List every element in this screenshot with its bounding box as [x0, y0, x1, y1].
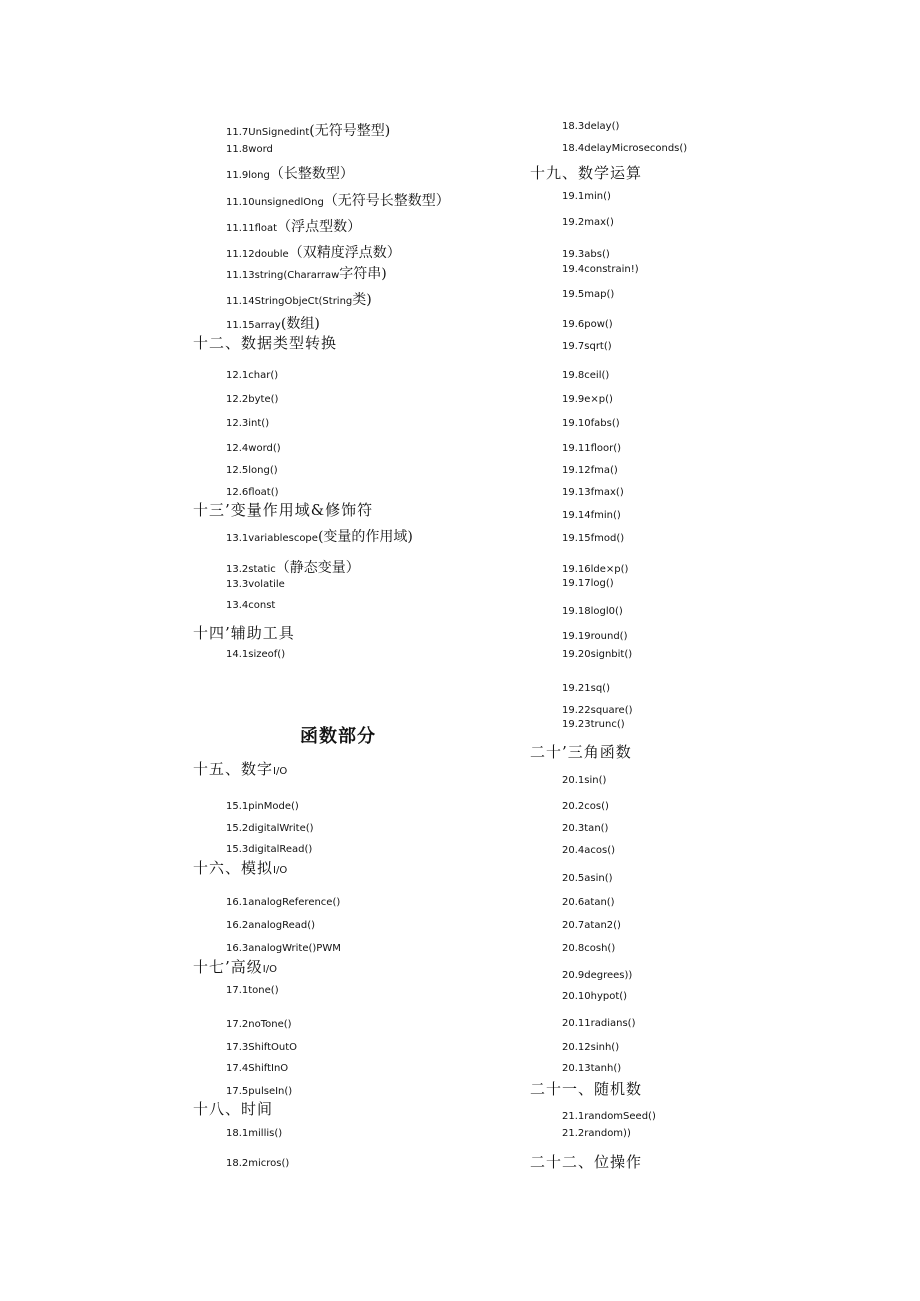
- toc-item-label: 18.1millis(): [226, 1128, 283, 1139]
- toc-item: [226, 845, 312, 855]
- toc-item-label: 19.3abs(): [562, 249, 610, 260]
- toc-item: [226, 580, 285, 590]
- toc-item: [226, 293, 372, 307]
- toc-item: [562, 1112, 656, 1122]
- toc-item-label: 16.3analogWrite()PWM: [226, 943, 341, 954]
- toc-item-label: 11.7UnSignedint: [226, 127, 310, 138]
- toc-item: [562, 218, 614, 228]
- toc-item: [226, 267, 387, 281]
- section-heading-suffix: I/O: [273, 766, 288, 777]
- toc-item: [562, 419, 620, 429]
- toc-item: [562, 371, 609, 381]
- toc-item-label: 20.2cos(): [562, 801, 609, 812]
- toc-item: [562, 466, 618, 476]
- toc-item: [562, 565, 628, 575]
- toc-item-label: 19.1min(): [562, 191, 611, 202]
- toc-item-label: 19.20signbit(): [562, 649, 633, 660]
- toc-item: [226, 466, 278, 476]
- toc-item-label: 15.1pinMode(): [226, 801, 299, 812]
- toc-item-label: 20.9degrees)): [562, 970, 633, 981]
- toc-item: [226, 824, 314, 834]
- toc-item: [226, 419, 269, 429]
- toc-item: [226, 145, 273, 155]
- section-heading: [193, 1102, 273, 1117]
- toc-item: [562, 992, 627, 1002]
- toc-item: [226, 246, 401, 260]
- toc-item: [226, 371, 278, 381]
- toc-item: [562, 971, 632, 981]
- toc-item-description: (无符号整型): [309, 123, 391, 139]
- section-heading-text: 二十一、随机数: [530, 1080, 643, 1098]
- toc-item: [226, 561, 360, 575]
- toc-item-label: 12.6float(): [226, 487, 279, 498]
- toc-item-label: 19.18logl0(): [562, 606, 623, 617]
- toc-item: [562, 265, 639, 275]
- section-heading-text: 十六、模拟: [193, 859, 274, 877]
- toc-item-label: 12.5long(): [226, 465, 278, 476]
- toc-item: [562, 684, 610, 694]
- section-heading-text: 十四’辅助工具: [193, 624, 295, 642]
- toc-item-label: 19.19round(): [562, 631, 628, 642]
- section-heading-text: 十三’变量作用域&修饰符: [193, 501, 374, 519]
- toc-item-label: 20.12sinh(): [562, 1042, 620, 1053]
- toc-item-label: 19.15fmod(): [562, 533, 625, 544]
- toc-item-description: （长整数型）: [269, 166, 354, 182]
- toc-item-label: 17.2noTone(): [226, 1019, 292, 1030]
- toc-item-label: 19.16lde×p(): [562, 564, 629, 575]
- toc-item: [226, 921, 315, 931]
- section-heading: [530, 1155, 642, 1170]
- toc-item-label: 19.8ceil(): [562, 370, 610, 381]
- toc-item: [562, 607, 623, 617]
- toc-item-label: 11.15array: [226, 320, 281, 331]
- toc-item: [562, 650, 632, 660]
- toc-item-description: （双精度浮点数）: [288, 245, 401, 261]
- toc-item-label: 14.1sizeof(): [226, 649, 286, 660]
- toc-item-description: 类): [352, 292, 372, 308]
- toc-item-label: 16.2analogRead(): [226, 920, 316, 931]
- toc-item-label: 17.1tone(): [226, 985, 279, 996]
- toc-item-label: 20.8cosh(): [562, 943, 616, 954]
- toc-item-label: 20.1sin(): [562, 775, 607, 786]
- toc-item: [562, 720, 625, 730]
- toc-item: [226, 986, 279, 996]
- toc-item: [226, 220, 361, 234]
- toc-item: [562, 874, 613, 884]
- section-heading: [193, 336, 337, 351]
- section-heading: [530, 745, 632, 760]
- toc-item-label: 19.13fmax(): [562, 487, 624, 498]
- section-heading: [193, 626, 295, 641]
- toc-item: [226, 124, 390, 138]
- toc-item-label: 11.14StringObjeCt(String: [226, 296, 353, 307]
- toc-item-label: 20.7atan2(): [562, 920, 621, 931]
- toc-item: [226, 488, 279, 498]
- toc-item-description: （浮点型数）: [277, 219, 362, 235]
- toc-item: [562, 511, 621, 521]
- section-heading-text: 十九、数学运算: [530, 164, 643, 182]
- toc-item: [562, 395, 613, 405]
- toc-item-label: 11.10unsignedlOng: [226, 197, 324, 208]
- toc-item-label: 19.7sqrt(): [562, 341, 612, 352]
- toc-item: [226, 1043, 297, 1053]
- toc-item-label: 20.3tan(): [562, 823, 609, 834]
- toc-item: [226, 1020, 292, 1030]
- toc-item: [562, 706, 633, 716]
- toc-item-label: 12.1char(): [226, 370, 279, 381]
- toc-item-label: 19.11floor(): [562, 443, 622, 454]
- toc-item-label: 19.23trunc(): [562, 719, 625, 730]
- toc-item: [562, 488, 624, 498]
- toc-item-label: 12.4word(): [226, 443, 281, 454]
- section-heading-text: 十二、数据类型转换: [193, 334, 338, 352]
- toc-item-label: 19.17log(): [562, 578, 614, 589]
- toc-item: [226, 650, 285, 660]
- section-heading-text: 二十二、位操作: [530, 1153, 643, 1171]
- toc-item-label: 11.8word: [226, 144, 273, 155]
- toc-item: [562, 534, 624, 544]
- section-heading-suffix: I/O: [262, 964, 277, 975]
- toc-item-label: 11.13string(Chararraw: [226, 270, 340, 281]
- toc-item-label: 19.4constrain!): [562, 264, 639, 275]
- toc-item: [562, 192, 611, 202]
- toc-item: [562, 122, 619, 132]
- toc-item: [562, 824, 608, 834]
- toc-item-label: 19.22square(): [562, 705, 633, 716]
- toc-item: [226, 194, 450, 208]
- toc-item-label: 13.1variablescope: [226, 533, 318, 544]
- toc-item-label: 18.3delay(): [562, 121, 620, 132]
- toc-item-label: 12.2byte(): [226, 394, 279, 405]
- toc-item: [562, 944, 615, 954]
- toc-item-description: （无符号长整数型）: [323, 193, 450, 209]
- section-heading: [530, 1082, 642, 1097]
- toc-item-description: (变量的作用域): [317, 529, 413, 545]
- toc-item-label: 20.4acos(): [562, 845, 616, 856]
- toc-item-label: 20.11radians(): [562, 1018, 636, 1029]
- toc-item-label: 20.10hypot(): [562, 991, 628, 1002]
- toc-item: [562, 776, 606, 786]
- toc-item-label: 17.5pulseIn(): [226, 1086, 293, 1097]
- toc-item-label: 16.1analogReference(): [226, 897, 341, 908]
- section-heading-suffix: I/O: [273, 865, 288, 876]
- toc-item-label: 20.13tanh(): [562, 1063, 622, 1074]
- toc-item-label: 17.3ShiftOutO: [226, 1042, 297, 1053]
- section-heading-text: 十五、数字: [193, 760, 274, 778]
- toc-item-label: 12.3int(): [226, 418, 270, 429]
- toc-item-label: 11.12double: [226, 249, 289, 260]
- toc-item-label: 11.9long: [226, 170, 270, 181]
- toc-item-label: 21.1randomSeed(): [562, 1111, 656, 1122]
- toc-item: [562, 921, 621, 931]
- toc-item: [562, 1019, 635, 1029]
- section-heading-text: 十七’高级: [193, 958, 263, 976]
- section-heading: [193, 503, 373, 518]
- section-heading-text: 十八、时间: [193, 1100, 274, 1118]
- toc-item-description: 字符串): [339, 266, 387, 282]
- toc-item-label: 13.2static: [226, 564, 276, 575]
- toc-item-description: （静态变量）: [275, 560, 360, 576]
- toc-item: [562, 250, 610, 260]
- section-heading: [193, 861, 287, 876]
- section-heading: [193, 762, 287, 777]
- toc-item-label: 19.5map(): [562, 289, 615, 300]
- toc-item: [562, 802, 609, 812]
- toc-item: [226, 444, 281, 454]
- toc-item-label: 19.6pow(): [562, 319, 613, 330]
- toc-item-label: 18.2micros(): [226, 1158, 290, 1169]
- toc-item-label: 19.10fabs(): [562, 418, 620, 429]
- toc-item-label: 19.14fmin(): [562, 510, 621, 521]
- toc-item: [226, 898, 340, 908]
- toc-item: [562, 632, 627, 642]
- toc-item-label: 19.9e×p(): [562, 394, 613, 405]
- toc-item-label: 18.4delayMicroseconds(): [562, 143, 688, 154]
- section-heading: [530, 166, 642, 181]
- toc-item: [562, 1064, 621, 1074]
- toc-item-label: 19.2max(): [562, 217, 614, 228]
- toc-item: [226, 530, 413, 544]
- toc-item: [226, 1159, 289, 1169]
- toc-item: [226, 601, 275, 611]
- toc-item: [562, 846, 615, 856]
- toc-item-label: 13.3volatile: [226, 579, 285, 590]
- toc-item-label: 13.4const: [226, 600, 276, 611]
- toc-item-label: 15.2digitalWrite(): [226, 823, 314, 834]
- toc-item-label: 20.5asin(): [562, 873, 613, 884]
- toc-item: [562, 579, 614, 589]
- toc-item-label: 19.12fma(): [562, 465, 618, 476]
- toc-item-label: 15.3digitalRead(): [226, 844, 313, 855]
- toc-item: [226, 317, 320, 331]
- toc-item: [226, 1087, 292, 1097]
- toc-item: [226, 167, 354, 181]
- toc-item-label: 17.4ShiftInO: [226, 1063, 289, 1074]
- toc-item: [226, 944, 341, 954]
- toc-item: [562, 898, 615, 908]
- toc-item: [226, 395, 278, 405]
- toc-item-label: 11.11float: [226, 223, 278, 234]
- toc-item-label: 20.6atan(): [562, 897, 615, 908]
- toc-item: [226, 1064, 288, 1074]
- section-heading: [193, 960, 277, 975]
- toc-item: [226, 802, 299, 812]
- toc-item: [226, 1129, 282, 1139]
- toc-item-description: (数组): [280, 316, 320, 332]
- toc-item: [562, 290, 614, 300]
- toc-item-label: 21.2random)): [562, 1128, 631, 1139]
- toc-item-label: 19.21sq(): [562, 683, 610, 694]
- section-heading-text: 二十’三角函数: [530, 743, 632, 761]
- toc-item: [562, 1043, 619, 1053]
- toc-item: [562, 342, 612, 352]
- toc-item: [562, 1129, 631, 1139]
- toc-item: [562, 444, 621, 454]
- part-title: 函数部分: [300, 726, 376, 747]
- toc-item: [562, 144, 687, 154]
- toc-item: [562, 320, 613, 330]
